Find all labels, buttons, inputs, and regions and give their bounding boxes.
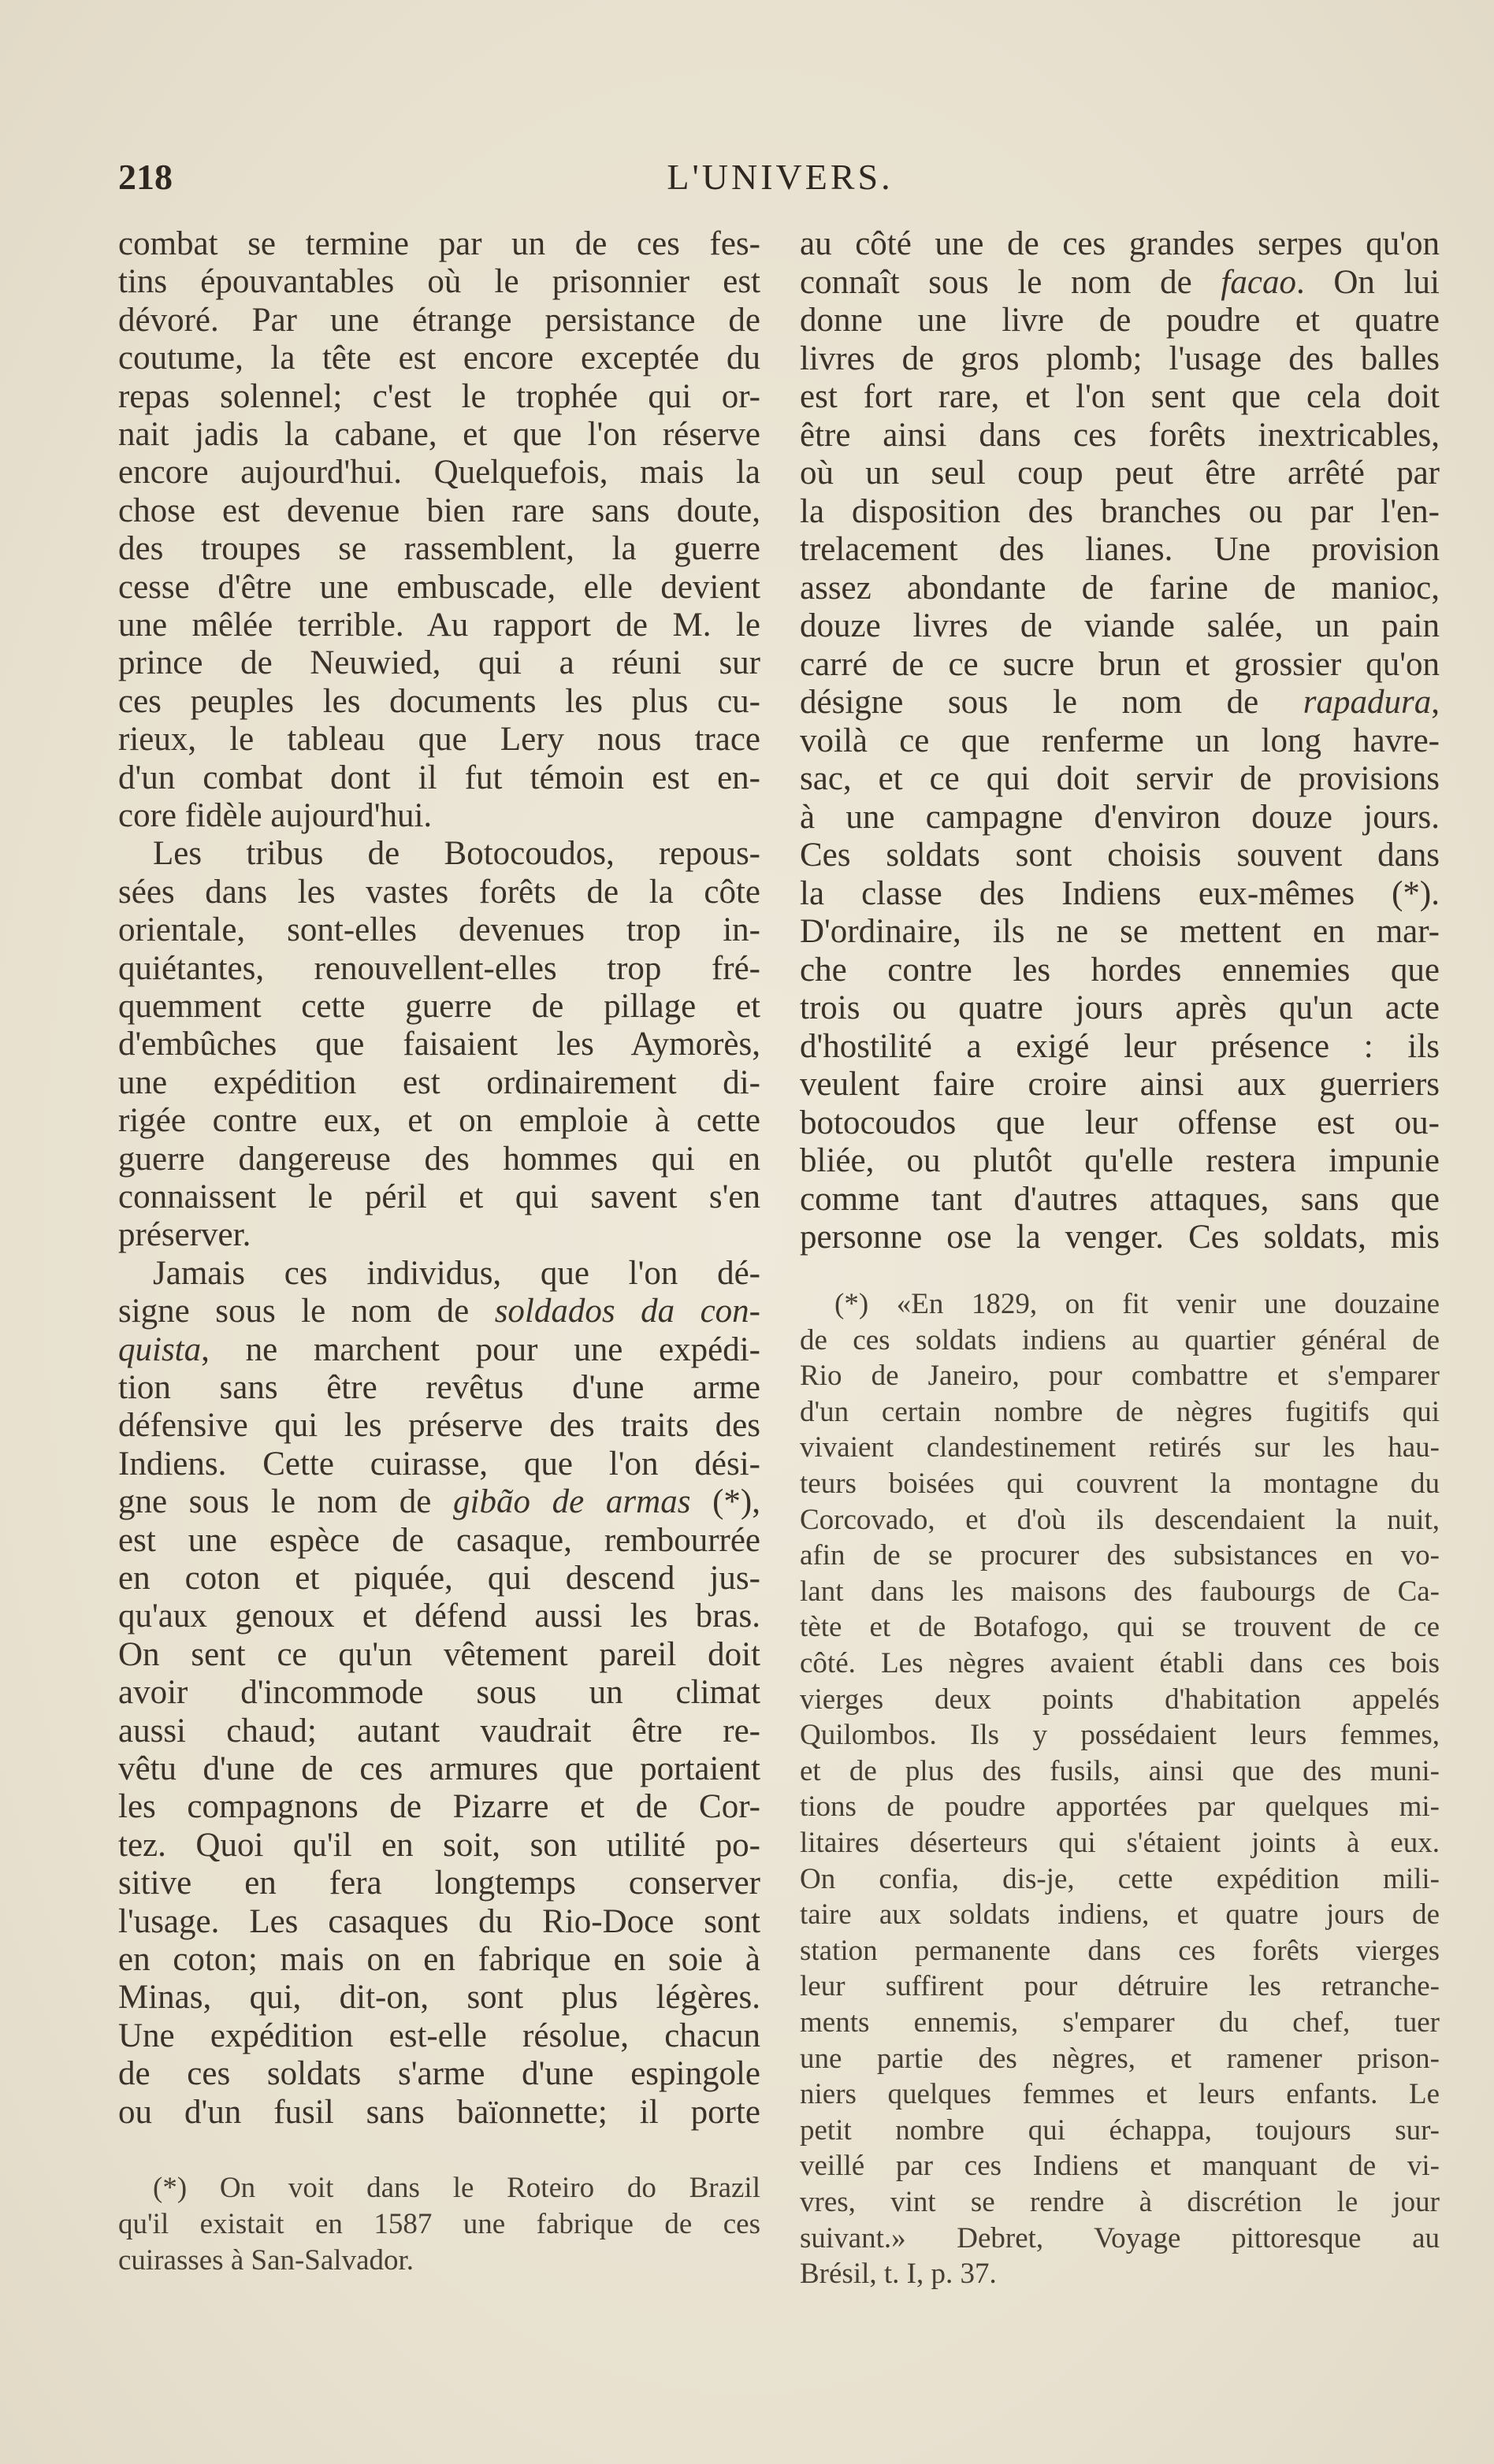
footnote-line: [800, 1395, 1440, 1430]
line-text: ments ennemis, s'emparer du chef, tuer: [800, 2006, 1440, 2039]
line-text: de ces soldats indiens au quartier général de: [800, 1323, 1440, 1356]
footnote-line: [800, 2006, 1440, 2040]
line-text: quiétantes, renouvellent-elles trop fré-: [118, 949, 760, 987]
line-text: Corcovado, et d'où ils descendaient la nuit,: [800, 1503, 1440, 1536]
footnote-line: [800, 1754, 1440, 1789]
text-line: [118, 1178, 760, 1216]
line-text: en coton; mais on en fabrique en soie à: [118, 1941, 760, 1978]
italic-term: soldados da con-: [494, 1293, 760, 1330]
footnote-line: [800, 1359, 1440, 1393]
line-text: préserver.: [118, 1216, 251, 1254]
line-text: vres, vint se rendre à discrétion le jour: [800, 2186, 1440, 2218]
running-head: L'UNIVERS.: [667, 157, 894, 197]
line-text: (*) «En 1829, on fit venir une douzaine: [834, 1288, 1440, 1320]
text-segment: (*),: [690, 1483, 761, 1521]
text-line: [800, 264, 1440, 302]
text-line: [118, 1483, 760, 1521]
text-line: [118, 1788, 760, 1826]
text-line: [118, 1445, 760, 1483]
line-text: (*) On voit dans le Roteiro do Brazil: [153, 2172, 760, 2204]
line-text: la classe des Indiens eux-mêmes (*).: [800, 874, 1440, 912]
text-line: [800, 1104, 1440, 1142]
footnote-line: [800, 1862, 1440, 1897]
footnote-line: [800, 1503, 1440, 1538]
text-line: [118, 1102, 760, 1140]
line-text: d'embûches que faisaient les Aymorès,: [118, 1026, 760, 1063]
line-text: la disposition des branches ou par l'en-: [800, 492, 1440, 530]
line-text: Indiens. Cette cuirasse, que l'on dési-: [118, 1445, 760, 1482]
line-text: tins épouvantables où le prisonnier est: [118, 263, 760, 301]
line-text: [118, 1483, 760, 1521]
line-text: litaires déserteurs qui s'étaient joints à eux.: [800, 1827, 1440, 1859]
text-line: [800, 493, 1440, 531]
text-line: [118, 378, 760, 416]
line-text: Brésil, t. I, p. 37.: [800, 2258, 997, 2291]
text-line: [118, 530, 760, 568]
line-text: [118, 1331, 760, 1369]
line-text: est fort rare, et l'on sent que cela doit: [800, 378, 1440, 415]
line-text: ou d'un fusil sans baïonnette; il porte: [118, 2093, 760, 2131]
text-line: [118, 988, 760, 1026]
footnote-line: [800, 2221, 1440, 2256]
line-text: vêtu d'une de ces armures que portaient: [118, 1750, 760, 1787]
footnote-line: [800, 1646, 1440, 1681]
text-line: [800, 1219, 1440, 1256]
text-line: [800, 913, 1440, 951]
line-text: teurs boisées qui couvrent la montagne du: [800, 1468, 1440, 1500]
text-line: [800, 378, 1440, 416]
line-text: coutume, la tête est encore exceptée du: [118, 340, 760, 377]
footnote-line: [800, 2185, 1440, 2220]
text-line: [800, 684, 1440, 722]
line-text: être ainsi dans ces forêts inextricables,: [800, 416, 1440, 454]
line-text: petit nombre qui échappa, toujours sur-: [800, 2113, 1440, 2147]
line-text: l'usage. Les casaques du Rio-Doce sont: [118, 1902, 760, 1940]
page-number: 218: [118, 157, 173, 197]
line-text: Jamais ces individus, que l'on dé-: [153, 1254, 760, 1292]
line-text: rigée contre eux, et on emploie à cette: [118, 1102, 760, 1140]
line-text: suivant.» Debret, Voyage pittoresque au: [800, 2221, 1440, 2254]
line-text: combat se termine par un de ces fes-: [118, 225, 760, 262]
text-line: [800, 760, 1440, 798]
text-segment: signe sous le nom de: [118, 1293, 495, 1330]
text-line: [118, 1903, 760, 1941]
line-text: [118, 1293, 760, 1330]
text-line: [118, 644, 760, 682]
line-text: quemment cette guerre de pillage et: [118, 988, 760, 1025]
line-text: afin de se procurer des subsistances en vo-: [800, 1539, 1440, 1572]
text-line: [800, 302, 1440, 340]
line-text: en coton et piquée, qui descend jus-: [118, 1560, 760, 1597]
italic-term: quista: [118, 1330, 202, 1368]
text-line: [118, 1598, 760, 1635]
footnote-line: [118, 2243, 760, 2278]
text-line: [118, 1522, 760, 1560]
line-text: veillé par ces Indiens et manquant de vi-: [800, 2150, 1440, 2183]
text-line: [118, 569, 760, 607]
line-text: est une espèce de casaque, rembourrée: [118, 1521, 760, 1559]
line-text: orientale, sont-elles devenues trop in-: [118, 911, 760, 949]
line-text: rieux, le tableau que Lery nous trace: [118, 721, 760, 759]
line-text: [800, 264, 1440, 302]
text-line: [118, 874, 760, 911]
line-text: comme tant d'autres attaques, sans que: [800, 1180, 1440, 1218]
line-text: Quilombos. Ils y possédaient leurs femmes,: [800, 1719, 1440, 1752]
text-line: [118, 225, 760, 263]
footnote-line: [800, 2149, 1440, 2184]
line-text: qu'il existait en 1587 une fabrique de ces: [118, 2208, 760, 2240]
line-text: connaissent le péril et qui savent s'en: [118, 1178, 760, 1215]
line-text: D'ordinaire, ils ne se mettent en mar-: [800, 913, 1440, 950]
text-line: [118, 721, 760, 759]
text-segment: , ne marchent pour une expédi-: [201, 1330, 760, 1368]
italic-term: gibão de armas: [453, 1483, 691, 1521]
text-line: [800, 646, 1440, 684]
text-line: [800, 570, 1440, 607]
line-text: à une campagne d'environ douze jours.: [800, 798, 1440, 836]
text-line: [118, 1941, 760, 1979]
line-text: Ces soldats sont choisis souvent dans: [800, 837, 1440, 874]
line-text: trois ou quatre jours après qu'un acte: [800, 989, 1440, 1026]
text-line: [800, 799, 1440, 837]
text-line: [800, 989, 1440, 1027]
line-text: encore aujourd'hui. Quelquefois, mais la: [118, 454, 760, 492]
footnote-line: [800, 1790, 1440, 1824]
line-text: d'un combat dont il fut témoin est en-: [118, 759, 760, 796]
text-line: [800, 1066, 1440, 1104]
text-line: [800, 455, 1440, 492]
text-segment: désigne sous le nom de: [800, 684, 1303, 721]
footnote-line: [800, 2042, 1440, 2076]
line-text: des troupes se rassemblent, la guerre: [118, 530, 760, 568]
text-line: [153, 835, 760, 873]
line-text: cesse d'être une embuscade, elle devient: [118, 568, 760, 606]
line-text: voilà ce que renferme un long havre-: [800, 722, 1440, 759]
footnote-line: [800, 1718, 1440, 1753]
line-text: défensive qui les préserve des traits des: [118, 1407, 760, 1445]
line-text: qu'aux genoux et défend aussi les bras.: [118, 1598, 760, 1635]
line-text: sitive en fera longtemps conserver: [118, 1865, 760, 1902]
text-line: [118, 2017, 760, 2055]
line-text: che contre les hordes ennemies que: [800, 951, 1440, 989]
line-text: aussi chaud; autant vaudrait être re-: [118, 1712, 760, 1750]
text-line: [118, 340, 760, 377]
line-text: guerre dangereuse des hommes qui en: [118, 1140, 760, 1178]
text-line: [800, 1142, 1440, 1180]
line-text: tion sans être revêtus d'une arme: [118, 1369, 760, 1406]
footnote-line: [800, 2257, 1440, 2291]
line-text: ces peuples les documents les plus cu-: [118, 682, 760, 720]
footnote-line: [800, 1969, 1440, 2004]
footnote-line: [800, 1431, 1440, 1465]
text-line: [118, 1331, 760, 1369]
text-line: [118, 1636, 760, 1674]
text-line: [118, 492, 760, 530]
text-line: [118, 759, 760, 797]
line-text: douze livres de viande salée, un pain: [800, 607, 1440, 644]
line-text: chose est devenue bien rare sans doute,: [118, 492, 760, 529]
line-text: On sent ce qu'un vêtement pareil doit: [118, 1635, 760, 1673]
line-text: les compagnons de Pizarre et de Cor-: [118, 1788, 760, 1826]
text-line: [118, 1560, 760, 1598]
line-text: une partie des nègres, et ramener prison-: [800, 2042, 1440, 2075]
line-text: tions de poudre apportées par quelques mi-: [800, 1790, 1440, 1824]
text-line: [800, 607, 1440, 645]
text-line: [118, 2055, 760, 2093]
text-line: [800, 837, 1440, 874]
text-line: [800, 1181, 1440, 1219]
text-segment: gne sous le nom de: [118, 1483, 454, 1521]
text-line: [118, 1064, 760, 1102]
text-segment: . On lui: [1295, 263, 1440, 301]
footnote-line: [153, 2171, 760, 2206]
text-line: [118, 1674, 760, 1712]
text-line: [800, 1028, 1440, 1066]
line-text: On confia, dis-je, cette expédition mili-: [800, 1862, 1440, 1895]
text-line: [118, 1369, 760, 1407]
text-line: [118, 607, 760, 644]
text-line: [118, 2094, 760, 2132]
line-text: bliée, ou plutôt qu'elle restera impunie: [800, 1142, 1440, 1179]
text-segment: connaît sous le nom de: [800, 263, 1221, 301]
line-text: de ces soldats s'arme d'une espingole: [118, 2055, 760, 2093]
line-text: donne une livre de poudre et quatre: [800, 302, 1440, 339]
line-text: livres de gros plomb; l'usage des balles: [800, 340, 1440, 377]
footnote-line: [800, 2077, 1440, 2112]
footnote-line: [118, 2207, 760, 2242]
text-line: [118, 454, 760, 492]
text-line: [118, 1865, 760, 1902]
text-line: [118, 1407, 760, 1445]
line-text: sac, et ce qui doit servir de provisions: [800, 760, 1440, 797]
line-text: Rio de Janeiro, pour combattre et s'emparer: [800, 1360, 1440, 1393]
text-line: [800, 875, 1440, 913]
line-text: une expédition est ordinairement di-: [118, 1063, 760, 1101]
text-line: [118, 1750, 760, 1788]
text-line: [118, 911, 760, 949]
line-text: au côté une de ces grandes serpes qu'on: [800, 225, 1440, 262]
footnote-line: [834, 1287, 1440, 1322]
text-line: [118, 1026, 760, 1063]
line-text: Les tribus de Botocoudos, repous-: [153, 835, 760, 873]
italic-term: facao: [1221, 263, 1296, 301]
footnote-line: [800, 2113, 1440, 2148]
footnote-line: [800, 1467, 1440, 1501]
line-text: repas solennel; c'est le trophée qui or-: [118, 377, 760, 415]
line-text: leur suffirent pour détruire les retranche-: [800, 1970, 1440, 2003]
text-line: [118, 797, 760, 835]
line-text: botocoudos que leur offense est ou-: [800, 1104, 1440, 1141]
text-line: [800, 417, 1440, 455]
line-text: taire aux soldats indiens, et quatre jours de: [800, 1898, 1440, 1931]
line-text: assez abondante de farine de manioc,: [800, 569, 1440, 607]
text-line: [118, 1713, 760, 1750]
line-text: personne ose la venger. Ces soldats, mis: [800, 1219, 1440, 1256]
line-text: cuirasses à San-Salvador.: [118, 2244, 414, 2277]
line-text: vierges deux points d'habitation appelés: [800, 1683, 1440, 1716]
line-text: et de plus des fusils, ainsi que des muni-: [800, 1754, 1440, 1787]
text-line: [118, 1216, 760, 1254]
line-text: prince de Neuwied, qui a réuni sur: [118, 644, 760, 682]
line-text: côté. Les nègres avaient établi dans ces bois: [800, 1647, 1440, 1679]
footnote-line: [800, 1898, 1440, 1932]
text-line: [118, 263, 760, 301]
italic-term: rapadura: [1303, 684, 1432, 721]
line-text: trelacement des lianes. Une provision: [800, 531, 1440, 568]
text-line: [800, 952, 1440, 989]
text-line: [800, 225, 1440, 263]
line-text: Minas, qui, dit-on, sont plus légères.: [118, 1979, 760, 2017]
line-text: [800, 684, 1440, 722]
text-line: [800, 722, 1440, 760]
footnote-line: [800, 1575, 1440, 1609]
line-text: où un seul coup peut être arrêté par: [800, 455, 1440, 492]
footnote-line: [800, 1826, 1440, 1861]
line-text: nait jadis la cabane, et que l'on réserve: [118, 416, 760, 453]
line-text: niers quelques femmes et leurs enfants. Le: [800, 2078, 1440, 2111]
text-line: [118, 1293, 760, 1330]
text-line: [153, 1255, 760, 1293]
text-line: [800, 340, 1440, 378]
text-line: [118, 1827, 760, 1865]
text-line: [118, 416, 760, 454]
footnote-line: [800, 1683, 1440, 1717]
line-text: tète et de Botafogo, qui se trouvent de ce: [800, 1611, 1440, 1644]
line-text: une mêlée terrible. Au rapport de M. le: [118, 607, 760, 644]
line-text: d'un certain nombre de nègres fugitifs qui: [800, 1395, 1440, 1428]
line-text: d'hostilité a exigé leur présence : ils: [800, 1027, 1440, 1065]
line-text: avoir d'incommode sous un climat: [118, 1674, 760, 1712]
line-text: Une expédition est-elle résolue, chacun: [118, 2017, 760, 2054]
footnote-line: [800, 1934, 1440, 1969]
text-segment: ,: [1431, 684, 1440, 721]
line-text: sées dans les vastes forêts de la côte: [118, 873, 760, 911]
text-line: [800, 531, 1440, 569]
footnote-line: [800, 1610, 1440, 1645]
text-line: [118, 683, 760, 721]
line-text: veulent faire croire ainsi aux guerriers: [800, 1066, 1440, 1103]
text-line: [118, 1141, 760, 1178]
line-text: carré de ce sucre brun et grossier qu'on: [800, 645, 1440, 683]
line-text: station permanente dans ces forêts vierges: [800, 1934, 1440, 1967]
text-line: [118, 950, 760, 988]
line-text: dévoré. Par une étrange persistance de: [118, 301, 760, 339]
text-line: [118, 1979, 760, 2017]
footnote-line: [800, 1538, 1440, 1573]
text-line: [118, 302, 760, 340]
line-text: core fidèle aujourd'hui.: [118, 797, 433, 834]
line-text: vivaient clandestinement retirés sur les hau-: [800, 1431, 1440, 1464]
line-text: lant dans les maisons des faubourgs de Ca-: [800, 1575, 1440, 1608]
line-text: tez. Quoi qu'il en soit, son utilité po-: [118, 1826, 760, 1864]
footnote-line: [800, 1323, 1440, 1358]
